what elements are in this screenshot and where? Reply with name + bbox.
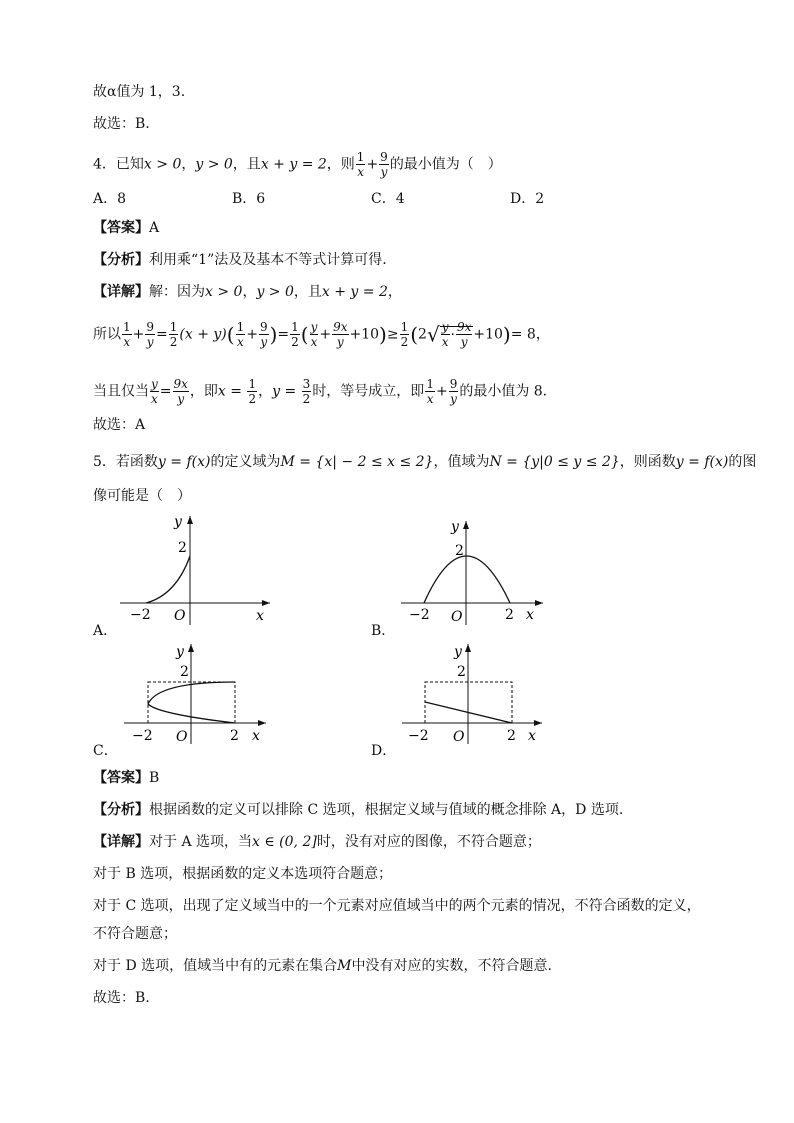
- tick-2-x: 2: [505, 607, 514, 623]
- q5-fn-2: y = f(x): [675, 454, 729, 470]
- q5-detail-b: 时，没有对应的图像，不符合题意；: [316, 834, 541, 850]
- q4-equality-line: 当且仅当 $\frac{y}{x}$ = $\frac{9x}{y}$ ，即x = $\frac{1}{2}$ ，y = $\frac{3}{2}$ 时，等号成立，即 $\frac{1}{x}$ + $\frac{9}{y}$ 的最小值为 8.: [93, 377, 548, 406]
- q4-option-a: A．8: [93, 191, 127, 207]
- x-axis-arrow: [258, 720, 266, 726]
- q5-analysis: [93, 800, 623, 820]
- q5-detail-interval: x ∈ (0, 2]: [252, 834, 317, 850]
- q4-option-c: C．4: [371, 191, 405, 207]
- tick-neg2: −2: [130, 607, 151, 623]
- intro-line-2: 故选：B.: [93, 116, 150, 132]
- eq-frac: $\frac{1}{x}$: [236, 320, 245, 349]
- q5-detail-4: 不符合题意；: [93, 926, 177, 942]
- tick-2: 2: [457, 664, 466, 680]
- y-axis-arrow: [188, 644, 194, 652]
- q5-fn: y = f(x): [157, 454, 211, 470]
- y-label: y: [451, 519, 459, 535]
- when-b: ，即: [189, 383, 218, 400]
- q5-analysis-text: 根据函数的定义可以排除 C 选项，根据定义域与值域的概念排除 A，D 选项.: [149, 802, 624, 818]
- q4-detail-end: ，: [387, 284, 402, 300]
- eq-frac: $\frac{3}{2}$: [302, 377, 311, 406]
- q4-stem-tail: 的最小值为（ ）: [389, 156, 502, 173]
- x-axis-arrow: [535, 600, 543, 606]
- graph-a: [110, 510, 280, 628]
- origin-label: O: [453, 729, 465, 745]
- q4-number: 4．: [93, 156, 116, 173]
- intro-line-1: 故α值为 1，3.: [93, 84, 186, 100]
- tick-neg2: −2: [132, 728, 153, 744]
- q4-detail-cond-1: x > 0: [205, 284, 243, 300]
- q4-detail-text: 解：因为: [149, 284, 205, 300]
- curve: [146, 556, 190, 603]
- q5-detail-5a: 对于 D 选项，值域当中有的元素在集合: [93, 958, 338, 974]
- q5-answer-value: B: [149, 770, 160, 786]
- origin-label: O: [451, 609, 463, 625]
- tick-2: 2: [455, 543, 464, 559]
- q4-answer-value: A: [149, 220, 160, 236]
- graph-d: [396, 638, 556, 748]
- frac-1-x: $\frac{1}{x}$: [356, 150, 365, 179]
- x-axis-arrow: [262, 600, 270, 606]
- q4-stem-text: 已知: [115, 156, 144, 173]
- when-c: 时，等号成立，即: [312, 383, 425, 400]
- y-axis-arrow: [187, 516, 193, 524]
- when-d: 的最小值为 8.: [459, 383, 548, 400]
- q4-cond-2: y > 0: [195, 156, 233, 173]
- q5-stem-d: ，则函数: [619, 454, 676, 470]
- q4-detail-cond-2: y > 0: [256, 284, 294, 300]
- q4-choose: 故选：A: [93, 417, 146, 433]
- q4-detail-sep-2: ，且: [293, 284, 322, 300]
- graph-label-b: B．: [371, 623, 396, 639]
- q4-sep-2: ，且: [232, 156, 261, 173]
- eq-frac: $\frac{1}{x}$: [123, 320, 131, 349]
- q4-answer: [93, 218, 159, 238]
- q5-stem-a: 5．若函数: [93, 454, 158, 470]
- q5-range: N = {y|0 ≤ y ≤ 2}: [489, 454, 620, 470]
- eq-frac: $\frac{1}{2}$: [169, 320, 178, 349]
- analysis-tag: 【分析】: [93, 252, 149, 268]
- y-label: y: [174, 514, 182, 530]
- x-label: x: [526, 607, 534, 623]
- y-label: y: [454, 644, 462, 660]
- q4-sep-3: ，则: [326, 156, 355, 173]
- eq-frac: $\frac{1}{2}$: [400, 320, 409, 349]
- q4-sep-1: ，: [181, 156, 196, 173]
- q5-detail-3: 对于 C 选项，出现了定义域当中的一个元素对应值域当中的两个元素的情况，不符合函数的定义，: [93, 898, 701, 914]
- q5-detail-5b: 中没有对应的实数，不符合题意.: [351, 958, 552, 974]
- detail-tag: 【详解】: [93, 284, 149, 300]
- q4-option-d: D．2: [510, 191, 545, 207]
- x-axis-arrow: [534, 720, 542, 726]
- eq-frac: $\frac{y}{x}$: [310, 320, 318, 349]
- graph-c: [118, 638, 278, 748]
- tick-2: 2: [180, 664, 189, 680]
- eq-frac: $\frac{9x}{y}$: [333, 320, 348, 349]
- parabola: [424, 556, 510, 603]
- analysis-tag: 【分析】: [93, 802, 149, 818]
- eq-frac: $\frac{9}{y}$: [146, 320, 155, 349]
- q4-analysis-text: 利用乘“1”法及及基本不等式计算可得.: [149, 252, 387, 268]
- q4-stem: 4．已知x > 0，y > 0，且x + y = 2，则 $\frac{1}{x}$ + $\frac{9}{y}$ 的最小值为（ ）: [93, 150, 502, 179]
- frac-9-y: $\frac{9}{y}$: [380, 150, 388, 179]
- graph-label-d: D．: [371, 743, 397, 759]
- q4-equation: 所以 $\frac{1}{x}$ + $\frac{9}{y}$ = $\frac{1}{2}$ (x + y)( $\frac{1}{x}$ + $\frac{9}{y}$ )= $\frac{1}{2}$ ( $\frac{y}{x}$ + $\frac{9x}{y}$ +10)≥ $\frac{1}{2}$ (2√ $\frac{y}{x}$ · $\frac{9x}{y}$ +10)= 8，: [93, 320, 550, 349]
- tick-2-x: 2: [230, 728, 239, 744]
- tick-2: 2: [178, 540, 187, 556]
- q5-answer: [93, 768, 159, 788]
- eq-frac: $\frac{1}{x}$: [426, 377, 434, 406]
- eq-frac: $\frac{y}{x}$: [441, 320, 449, 349]
- tick-neg2: −2: [408, 728, 429, 744]
- y-label: y: [176, 644, 184, 660]
- q4-detail-sep-1: ，: [242, 284, 257, 300]
- q5-stem-2: 像可能是（ ）: [93, 488, 191, 504]
- eq-frac: $\frac{1}{2}$: [291, 320, 299, 349]
- graph-label-a: A．: [93, 623, 118, 639]
- y-axis-arrow: [463, 521, 469, 529]
- q5-stem-e: 的图: [728, 454, 757, 470]
- q5-detail-2: 对于 B 选项，根据函数的定义本选项符合题意；: [93, 866, 393, 882]
- answer-tag: 【答案】: [93, 770, 149, 786]
- eq-result: = 8: [510, 326, 536, 343]
- q5-detail-5: [93, 956, 552, 976]
- graph-b: [393, 515, 553, 630]
- x-label: x: [256, 608, 264, 624]
- answer-tag: 【答案】: [93, 220, 149, 236]
- q4-detail-cond-3: x + y = 2: [321, 284, 388, 300]
- graph-label-c: C．: [93, 743, 118, 759]
- q5-choose: 故选：B.: [93, 990, 150, 1006]
- when-label: 当且仅当: [93, 383, 149, 400]
- q5-stem: [93, 452, 756, 472]
- q5-stem-b: 的定义域为: [210, 454, 281, 470]
- q4-cond-1: x > 0: [143, 156, 182, 173]
- tick-2-x: 2: [507, 728, 516, 744]
- eq-frac: $\frac{1}{2}$: [248, 377, 257, 406]
- q4-option-b: B．6: [232, 191, 266, 207]
- x-label: x: [252, 728, 260, 744]
- eq-frac: $\frac{9}{y}$: [449, 377, 458, 406]
- origin-label: O: [174, 608, 186, 624]
- tick-neg2: −2: [409, 607, 430, 623]
- y-axis-arrow: [465, 644, 471, 652]
- eq-frac: $\frac{y}{x}$: [151, 377, 158, 406]
- q5-stem-c: ，值域为: [433, 454, 490, 470]
- q4-detail: [93, 282, 402, 302]
- q5-detail-5m: M: [337, 958, 352, 974]
- q5-detail-a: 对于 A 选项，当: [149, 834, 253, 850]
- q4-cond-3: x + y = 2: [260, 156, 327, 173]
- eq-frac: $\frac{9}{y}$: [259, 320, 268, 349]
- detail-tag: 【详解】: [93, 834, 149, 850]
- eq-frac: $\frac{9x}{y}$: [173, 377, 188, 406]
- q5-domain: M = {x| − 2 ≤ x ≤ 2}: [280, 454, 434, 470]
- origin-label: O: [176, 729, 188, 745]
- x-label: x: [528, 728, 536, 744]
- q4-analysis: [93, 250, 387, 270]
- eq-frac: $\frac{9x}{y}$: [456, 320, 472, 349]
- so-label: 所以: [93, 326, 121, 343]
- q5-detail: [93, 832, 541, 852]
